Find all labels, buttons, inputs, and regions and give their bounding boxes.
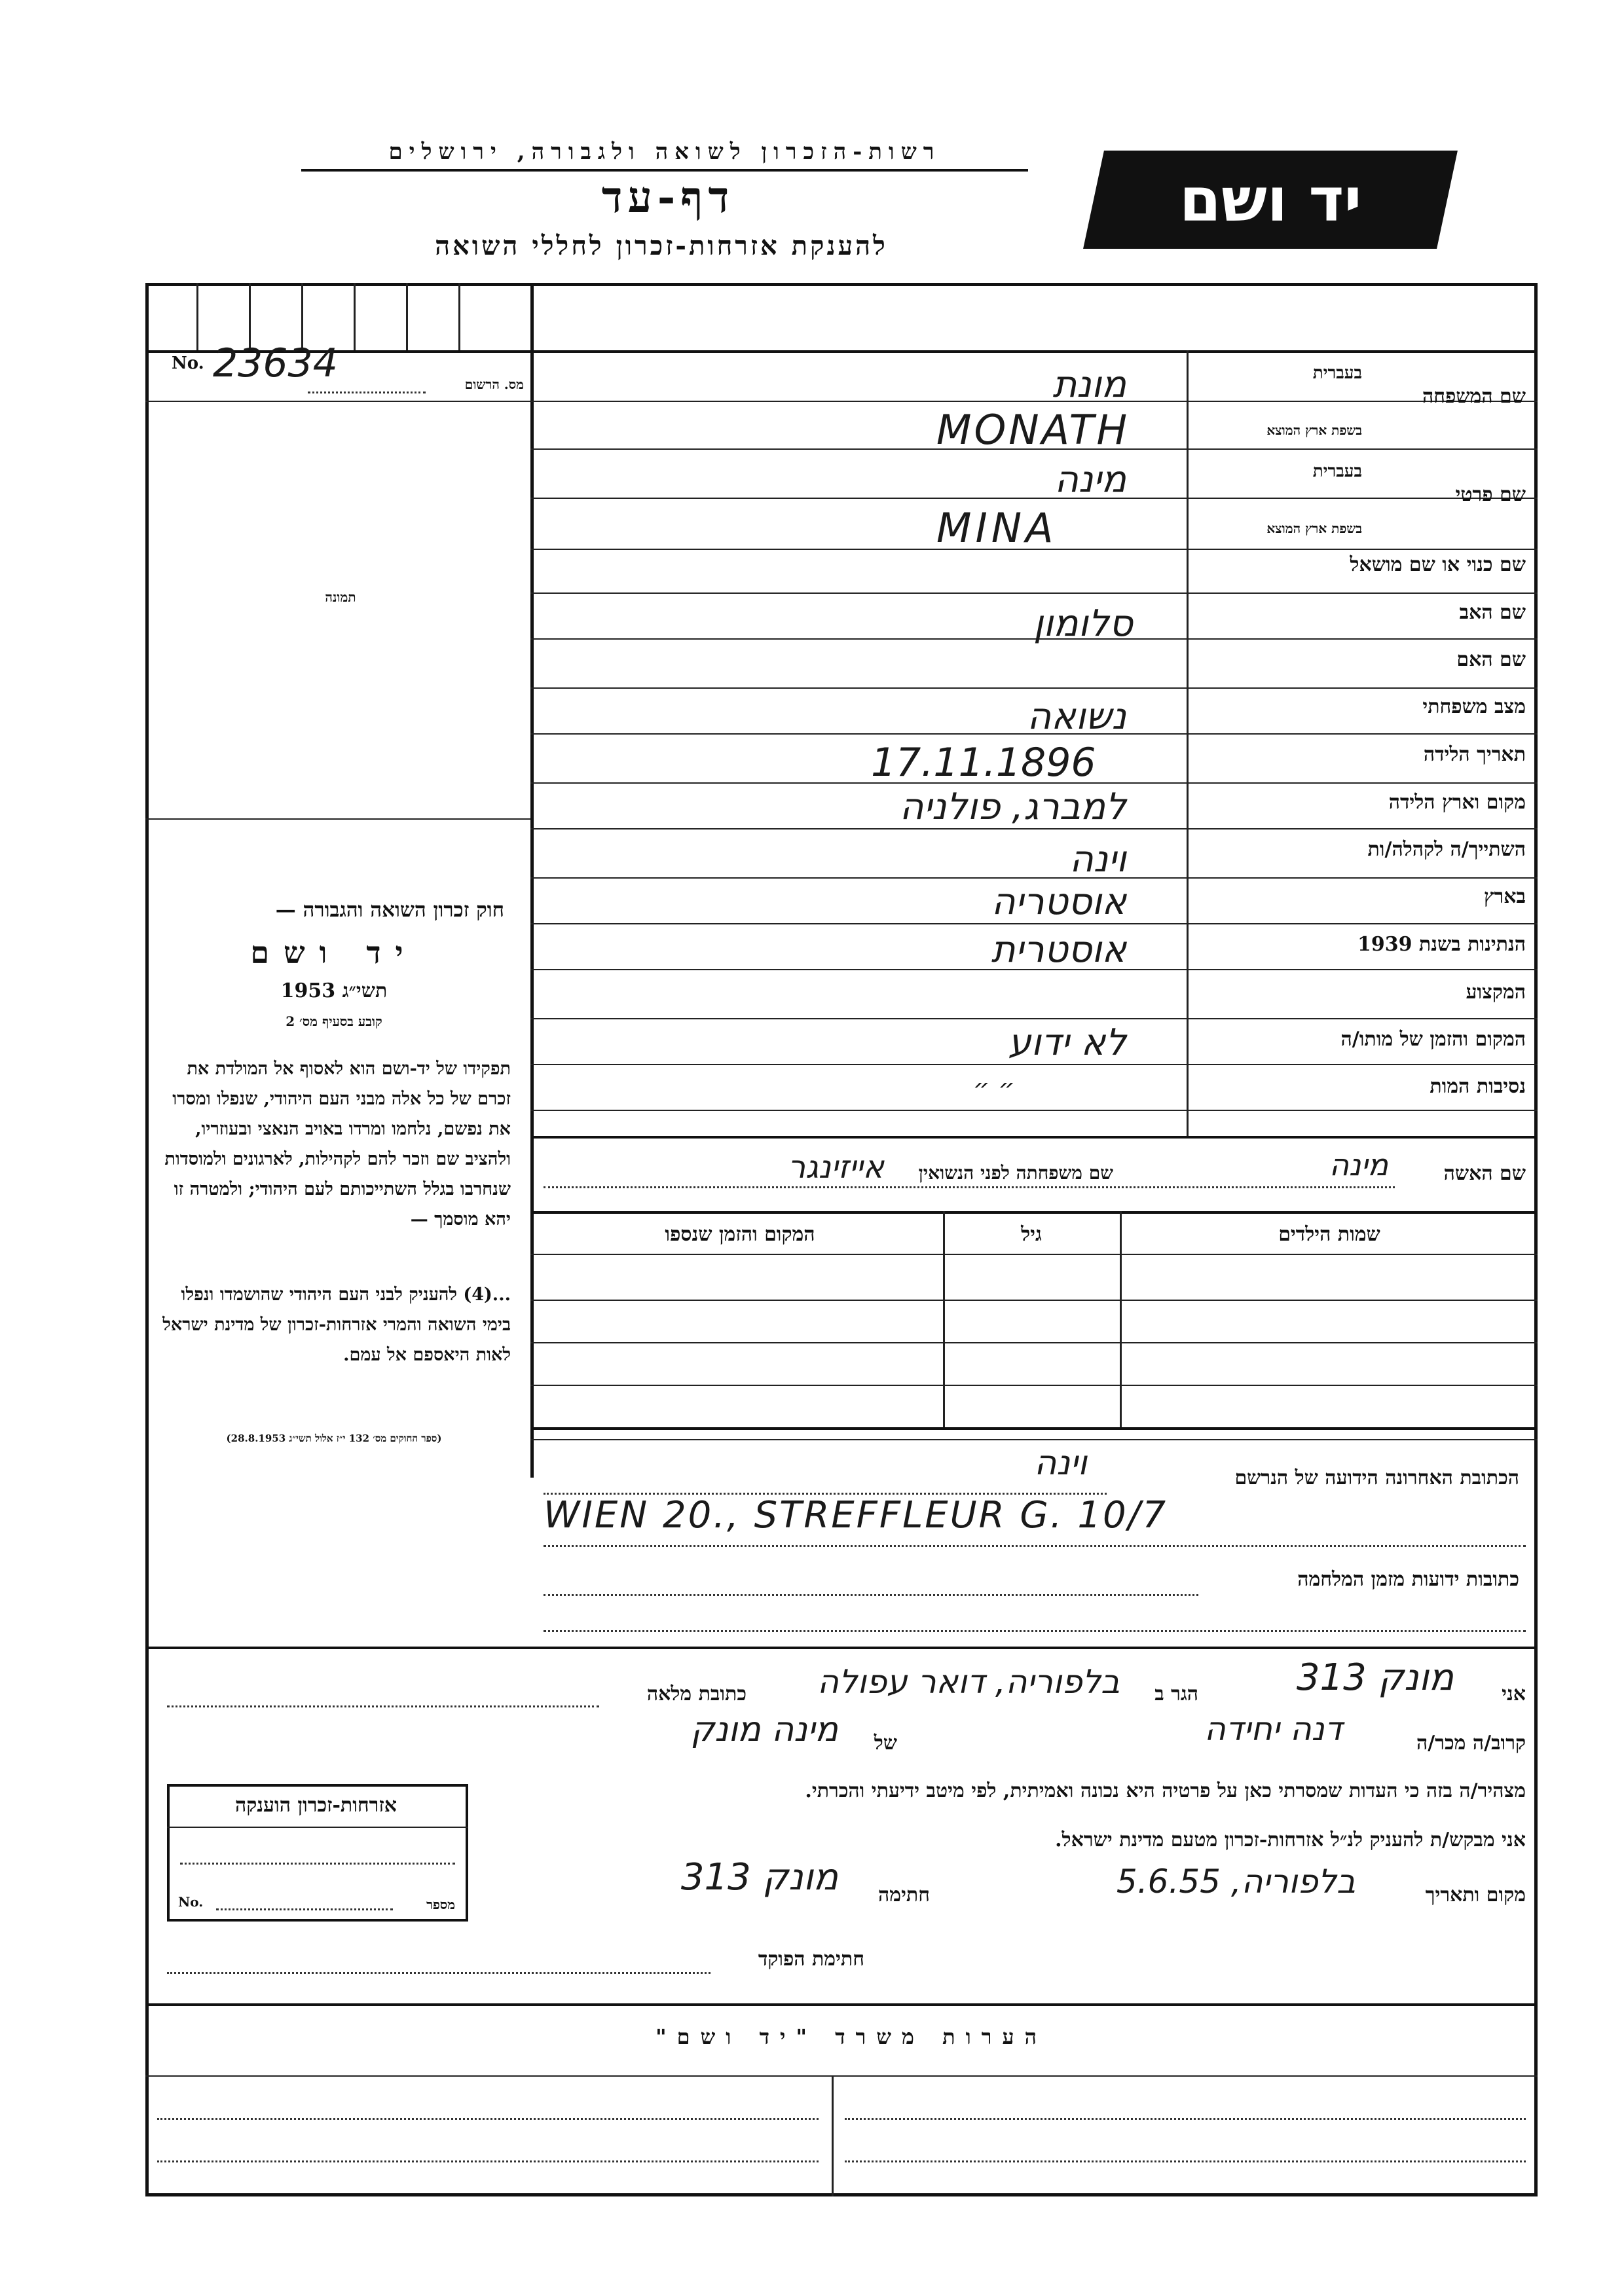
- of-value: מינה מונק: [690, 1710, 838, 1749]
- birth-date-value: 17.11.1896: [871, 740, 1096, 786]
- table-row: [530, 1342, 1538, 1343]
- first-in-hebrew: בעברית: [1312, 462, 1362, 481]
- children-col-divider: [943, 1211, 945, 1427]
- citizenship-label: הנתינות בשנת 1939: [1357, 933, 1526, 956]
- law-year: תשי״ג 1953: [280, 979, 388, 1002]
- institution-line: רשות-הזכרון לשואה ולגבורה, ירושלים: [301, 139, 1028, 172]
- community-value: וינה: [1069, 838, 1126, 881]
- first-name-label: שם פרטי: [1455, 483, 1526, 506]
- marital-label: מצב משפחתי: [1422, 695, 1526, 718]
- yad-vashem-logo: [1083, 151, 1458, 249]
- children-header-age: גיל: [1021, 1223, 1042, 1246]
- family-name-hebrew-value: מונת: [1052, 363, 1126, 406]
- main-divider: [530, 283, 534, 1478]
- photo-label: תמונה: [325, 589, 356, 605]
- row-line: [530, 1110, 1538, 1111]
- children-header-line: [530, 1254, 1538, 1255]
- wartime-dots: [544, 1594, 1198, 1596]
- father-value: סלומון: [1033, 602, 1133, 645]
- address-city-value: וינה: [1034, 1444, 1087, 1483]
- row-line: [530, 1018, 1538, 1019]
- place-date-label: מקום ותאריך: [1425, 1884, 1526, 1906]
- children-header-names: שמות הילדים: [1278, 1223, 1380, 1246]
- law-clause: קובע בסעיף מס׳ 2: [286, 1013, 382, 1029]
- row-line: [530, 828, 1538, 829]
- profession-label: המקצוע: [1466, 981, 1526, 1004]
- office-notes-divider: [832, 2075, 834, 2196]
- declaration-top-line: [145, 1647, 1538, 1649]
- resides-label: הגר ב: [1154, 1683, 1198, 1705]
- maiden-value: אייזינגר: [788, 1149, 884, 1186]
- award-no-label: No.: [178, 1894, 204, 1910]
- office-notes-top-line: [145, 2003, 1538, 2006]
- wife-bottom-line: [530, 1211, 1538, 1214]
- form-subtitle: להענקת אזרחות-זכרון לחללי השואה: [435, 230, 888, 261]
- father-label: שם האב: [1459, 601, 1526, 624]
- birth-date-label: תאריך הלידה: [1423, 743, 1526, 766]
- reg-label: מס. הרשום: [464, 376, 524, 392]
- table-row: [530, 1300, 1538, 1301]
- children-header-place: המקום והזמן שנספו: [665, 1223, 815, 1246]
- row-line: [530, 923, 1538, 924]
- law-text-2: ...(4) להעניק לבני העם היהודי שהושמדו ונפלו בימי השואה והמרי אזרחות-זכרון של מדינת ישראל לאות היאספם אל עמם.: [162, 1285, 511, 1365]
- office-notes-line: [145, 2075, 1538, 2077]
- death-place-value: לא ידוע: [1008, 1021, 1126, 1064]
- resides-value: בלפוריה, דואר עפולה: [817, 1663, 1120, 1701]
- wife-label: שם האשה: [1443, 1162, 1526, 1185]
- row-line: [530, 592, 1538, 594]
- law-source: (ספר החוקים מס׳ 132 י״ז אלול תשי״ג 28.8.1953): [226, 1432, 442, 1444]
- award-number-dots: [216, 1908, 393, 1910]
- death-place-label: המקום והזמן של מותו/ה: [1340, 1028, 1526, 1051]
- first-name-hebrew-value: מינה: [1054, 458, 1126, 501]
- death-circumstances-value: ״ ״: [972, 1074, 1015, 1104]
- birth-place-label: מקום וארץ הלידה: [1388, 791, 1526, 814]
- row-line: [530, 687, 1538, 689]
- wife-dots: [544, 1186, 1395, 1188]
- office-notes-title: הערות משרד "יד ושם": [655, 2024, 1048, 2049]
- marital-value: נשואה: [1027, 695, 1126, 738]
- top-box-divider: [354, 283, 356, 350]
- wartime-address-label: כתובות ידועות מזמן המלחמה: [1297, 1568, 1519, 1591]
- row-line: [530, 1064, 1538, 1065]
- country-label: בארץ: [1483, 885, 1526, 908]
- fields-bottom-line: [530, 1136, 1538, 1139]
- wartime-dots-2: [544, 1630, 1526, 1632]
- office-notes-dots: [845, 2118, 1526, 2120]
- declaration-statement-2: אני מבקש/ת להעניק לנ״ל אזרחות-זכרון מטעם מדינת ישראל.: [1055, 1829, 1526, 1851]
- children-bottom-line: [530, 1427, 1538, 1430]
- law-name: יד ושם: [250, 935, 418, 970]
- top-box-divider: [196, 283, 198, 350]
- citizenship-value: אוסטרית: [991, 928, 1126, 971]
- children-col-divider: [1120, 1211, 1122, 1427]
- first-name-latin-value: MINA: [936, 504, 1058, 552]
- maiden-label: שם משפחתה לפני הנשואין: [918, 1162, 1113, 1184]
- reg-line: [145, 401, 530, 402]
- place-date-value: בלפוריה, 5.6.55: [1116, 1863, 1356, 1901]
- officer-dots: [167, 1972, 710, 1974]
- declarant-name-value: מונק 313: [1296, 1656, 1454, 1699]
- law-heading: חוק זכרון השואה והגבורה —: [275, 898, 504, 922]
- relative-label: קרוב/ה מכר/ה: [1416, 1732, 1526, 1755]
- address-top-line: [530, 1439, 1538, 1440]
- of-label: של: [874, 1732, 897, 1755]
- officer-signature-label: חתימת הפוקד: [758, 1948, 864, 1971]
- country-value: אוסטריה: [991, 881, 1126, 923]
- address-dots-2: [544, 1545, 1526, 1547]
- office-notes-dots: [157, 2118, 819, 2120]
- family-in-hebrew: בעברית: [1312, 363, 1362, 383]
- photo-bottom-line: [145, 818, 530, 820]
- full-address-label: כתובת מלאה: [646, 1683, 747, 1705]
- award-box-line: [167, 1827, 468, 1828]
- reg-number: 23634: [213, 340, 338, 386]
- reg-no-label: No.: [172, 354, 204, 373]
- declarant-i-label: אני: [1502, 1683, 1526, 1705]
- office-notes-dots: [845, 2160, 1526, 2162]
- family-in-origin: בשפת ארץ המוצא: [1266, 422, 1362, 438]
- law-text: תפקידו של יד-ושם הוא לאסוף אל המולדת את זכרם של כל אלה מבני העם היהודי, שנפלו ומסרו את נפשם, נלחמו ומרדו באויב הנאצי ובעוזריו, ולהציב שם וזכר להם לקהילות, לארגונים ולמוסדות שנחרבו בגלל השתייכותם לעם היהודי; ולמטרה זו יהא מוסמך —: [164, 1059, 511, 1230]
- last-address-label: הכתובת האחרונה הידועה של הנרשם: [1234, 1467, 1519, 1489]
- reg-dots: [308, 392, 426, 393]
- declaration-statement-1: מצהיר/ה בזה כי העדות שמסרתי כאן על פרטיה היא נכונה ואמיתית, לפי מיטב ידיעתי והכרתי.: [805, 1779, 1526, 1802]
- top-box-divider: [458, 283, 460, 350]
- award-box-title: אזרחות-זכרון הוענקה: [234, 1794, 397, 1817]
- signature-label: חתימה: [878, 1884, 930, 1906]
- family-name-label: שם המשפחה: [1422, 385, 1526, 408]
- logo-text: יד ושם: [1179, 164, 1362, 235]
- full-address-dots: [167, 1705, 599, 1707]
- top-strip-line: [145, 350, 1538, 353]
- community-label: השתייך/ה לקהלה/ות: [1367, 838, 1526, 861]
- relative-value: דנה יחידה: [1204, 1710, 1342, 1748]
- signature-value: מונק 313: [680, 1856, 838, 1899]
- family-name-latin-value: MONATH: [936, 406, 1130, 454]
- birth-place-value: למברג, פולניה: [899, 786, 1126, 828]
- top-box-divider: [406, 283, 408, 350]
- award-box-dots: [180, 1863, 455, 1865]
- address-street-value: WIEN 20., STREFFLEUR G. 10/7: [544, 1494, 1168, 1537]
- table-row: [530, 1385, 1538, 1386]
- wife-value: מינה: [1329, 1147, 1388, 1182]
- death-circumstances-label: נסיבות המות: [1430, 1075, 1526, 1098]
- mother-label: שם האם: [1456, 648, 1526, 671]
- nickname-label: שם כנוי או שם מושאל: [1350, 553, 1526, 576]
- award-number-label: מספר: [426, 1897, 455, 1912]
- form-title: דף-עד: [601, 172, 735, 223]
- first-in-origin: בשפת ארץ המוצא: [1266, 520, 1362, 536]
- office-notes-dots: [157, 2160, 819, 2162]
